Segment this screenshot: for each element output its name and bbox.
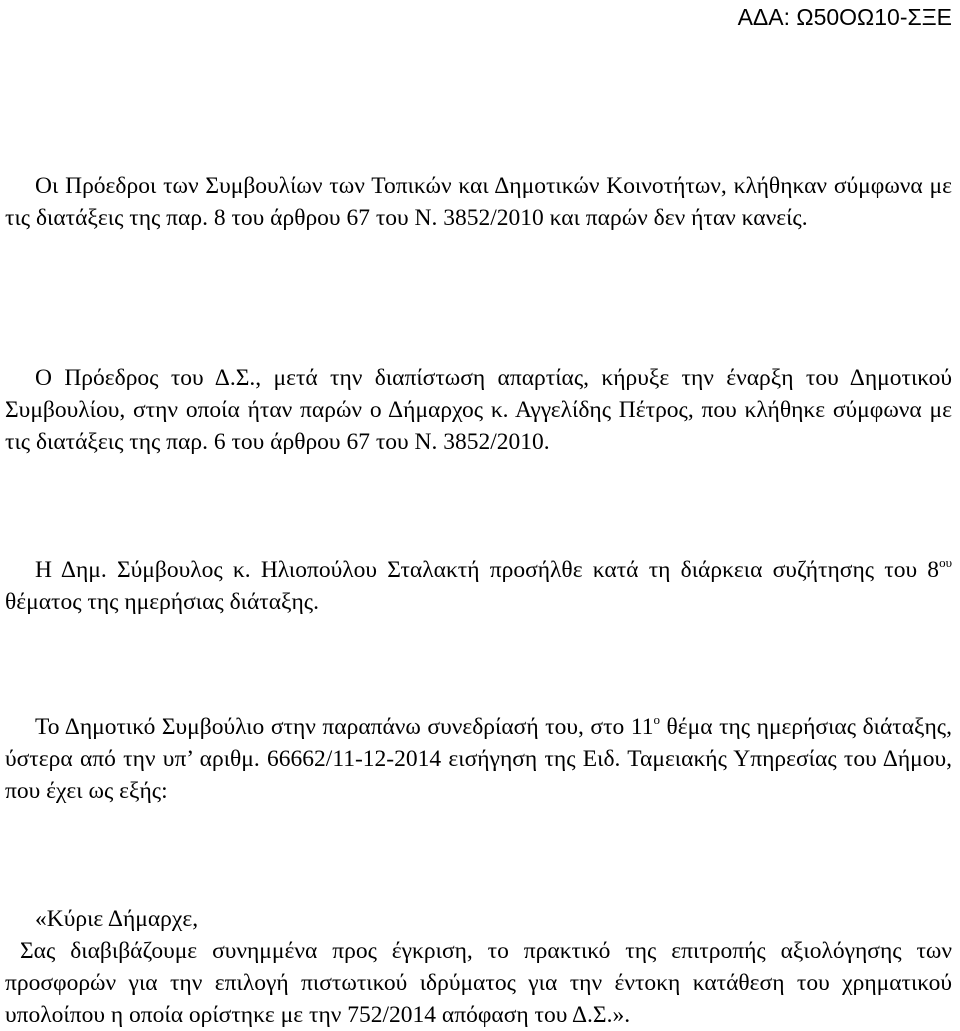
ada-code: ΑΔΑ: Ω50ΟΩ10-ΣΞΕ	[737, 4, 952, 30]
paragraph-arrival-text: Η Δημ. Σύμβουλος κ. Ηλιοπούλου Σταλακτή προσήλθε κατά τη διάρκεια συζήτησης του 8	[35, 557, 940, 583]
quote-body: Σας διαβιβάζουμε συνημμένα προς έγκριση, το πρακτικό της επιτροπής αξιολόγησης των προσφορών για την επιλογή πιστωτικού ιδρύματος για την έντοκη κατάθεση του χρηματικού υπολοίπου η οποία ορίστηκε με την 752/2014 απόφαση του Δ.Σ.».	[5, 938, 952, 1028]
paragraph-decision-tail: θέμα της ημερήσιας διάταξης, ύστερα από την υπ’ αριθμ. 66662/11-12-2014 εισήγηση της Ειδ. Ταμειακής Υπηρεσίας του Δήμου, που έχει ως εξής:	[5, 714, 952, 804]
paragraph-arrival-tail: θέματος της ημερήσιας διάταξης.	[5, 589, 319, 615]
paragraph-opening: Ο Πρόεδρος του Δ.Σ., μετά την διαπίστωση απαρτίας, κήρυξε την έναρξη του Δημοτικού Συμβουλίου, στην οποία ήταν παρών ο Δήμαρχος κ. Αγγελίδης Πέτρος, που κλήθηκε σύμφωνα με τις διατάξεις της παρ. 6 του άρθρου 67 του Ν. 3852/2010.	[5, 365, 952, 455]
paragraph-decision-text: Το Δημοτικό Συμβούλιο στην παραπάνω συνεδρίασή του, στο 11	[35, 714, 654, 740]
paragraph-presidents: Οι Πρόεδροι των Συμβουλίων των Τοπικών και Δημοτικών Κοινοτήτων, κλήθηκαν σύμφωνα με τις διατάξεις της παρ. 8 του άρθρου 67 του Ν. 3852/2010 και παρών δεν ήταν κανείς.	[5, 173, 952, 231]
quoted-letter	[5, 903, 952, 1031]
ordinal-suffix: ο	[653, 712, 660, 727]
quote-salutation: «Κύριε Δήμαρχε,	[35, 906, 199, 932]
ordinal-suffix: ου	[939, 555, 952, 570]
paragraph-decision	[5, 711, 952, 807]
paragraph-arrival	[5, 554, 952, 618]
